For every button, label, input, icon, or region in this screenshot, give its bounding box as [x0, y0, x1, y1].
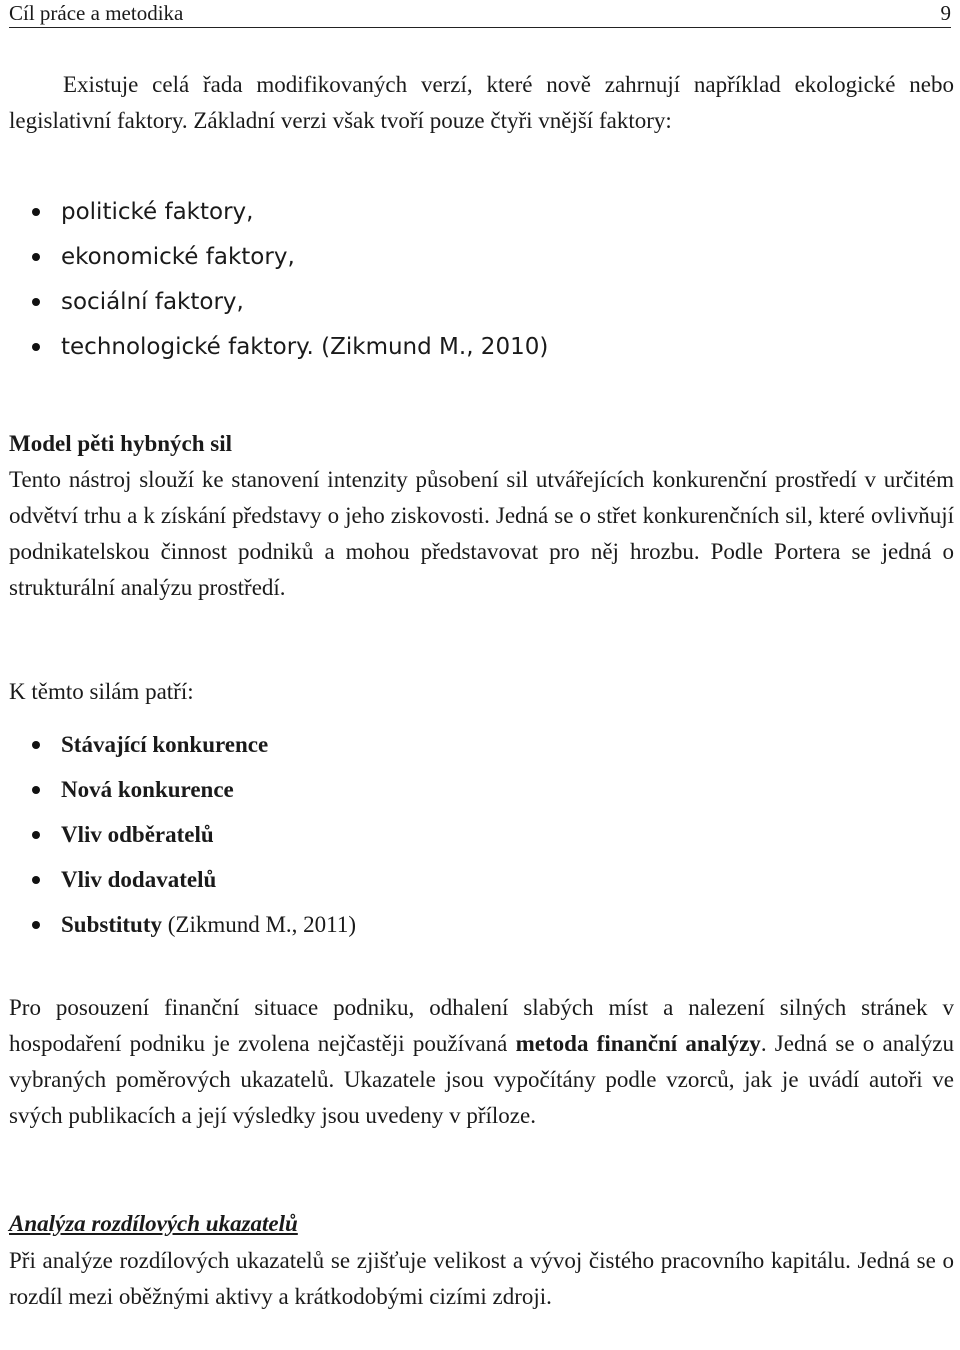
list-item: Substituty (Zikmund M., 2011) — [9, 907, 356, 952]
pest-citation: (Zikmund M., 2010) — [321, 334, 549, 360]
list-item: technologické faktory. (Zikmund M., 2010) — [9, 329, 548, 374]
porter-paragraph: Tento nástroj slouží ke stanovení intenzity působení sil utvářejících konkurenční prostředí v určitém odvětví trhu a k získání představy o jeho ziskovosti. Jedná se o střet konkurenčních sil, které ovlivňují podnikatelskou činnost podniků a mohou představovat pro něj hrozbu. Podle Portera se jedná o strukturální analýzu prostředí. — [9, 467, 954, 600]
intro-paragraph: Existuje celá řada modifikovaných verzí, které nově zahrnují například ekologické nebo legislativní faktory. Základní verzi však tvoří pouze čtyři vnější faktory: — [9, 72, 954, 133]
differential-paragraph: Při analýze rozdílových ukazatelů se zjišťuje velikost a vývoj čistého pracovního kapitálu. Jedná se o rozdíl mezi oběžnými aktivy a krátkodobými cizími zdroji. — [9, 1248, 954, 1309]
list-item: Nová konkurence — [9, 772, 356, 817]
forces-lead: K těmto silám patří: — [9, 679, 194, 704]
chapter-title: Cíl práce a metodika — [9, 1, 184, 25]
forces-citation: (Zikmund M., 2011) — [167, 912, 356, 937]
list-item: Vliv dodavatelů — [9, 862, 356, 907]
pest-factor-list — [9, 194, 548, 374]
list-item: sociální faktory, — [9, 284, 548, 329]
running-header — [9, 0, 951, 28]
financial-analysis-paragraph: Pro posouzení finanční situace podniku, odhalení slabých míst a nalezení silných stránek v hospodaření podniku je zvolena nejčastěji používaná metoda finanční analýzy. Jedná se o analýzu vybraných poměrových ukazatelů. Ukazatele jsou vypočítány podle vzorců, jak je uvádí autoři ve svých publikacích a její výsledky jsou uvedeny v příloze. — [9, 995, 954, 1128]
list-item: Stávající konkurence — [9, 727, 356, 772]
list-item: Vliv odběratelů — [9, 817, 356, 862]
porter-forces-list — [9, 727, 356, 952]
method-term: metoda finanční analýzy — [515, 1031, 761, 1056]
page-number: 9 — [940, 1, 951, 25]
differential-heading: Analýza rozdílových ukazatelů — [9, 1211, 298, 1236]
list-item: politické faktory, — [9, 194, 548, 239]
porter-heading: Model pěti hybných sil — [9, 431, 233, 456]
list-item: ekonomické faktory, — [9, 239, 548, 284]
